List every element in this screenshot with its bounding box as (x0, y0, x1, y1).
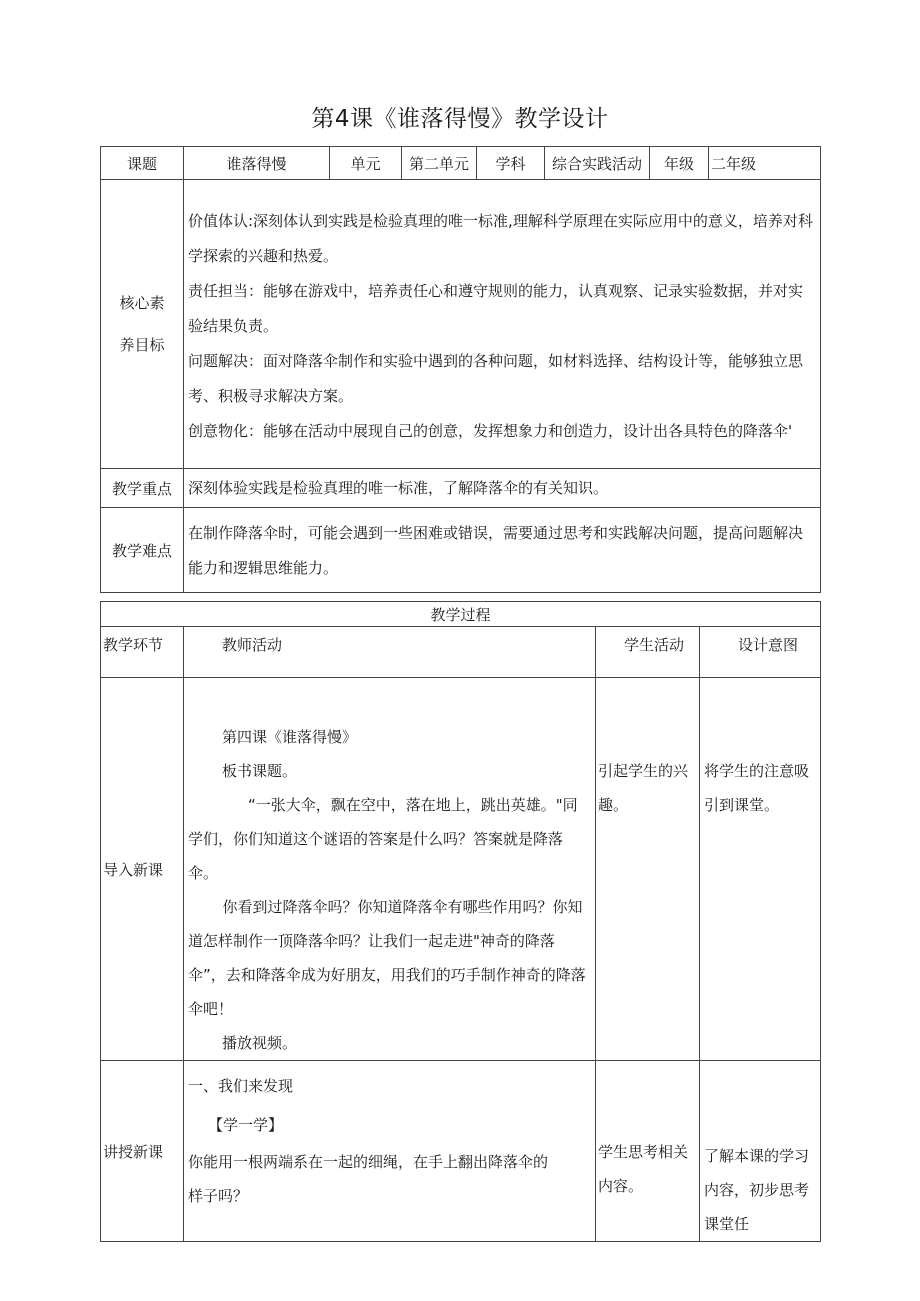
difficulty-label: 教学难点 (101, 508, 184, 593)
header-student-text: 学生活动 (624, 636, 685, 654)
teach-line-1: 一、我们来发现 (188, 1077, 294, 1095)
teach-student (596, 1061, 700, 1242)
grade-value: 二年级 (709, 147, 821, 180)
teach-row (101, 1061, 821, 1242)
header-stage-text: 教学环节 (103, 636, 164, 654)
difficulty-row (101, 508, 821, 593)
teach-teacher (184, 1061, 596, 1242)
core-label-line1: 核心素 (119, 294, 165, 312)
subject-value: 综合实践活动 (545, 147, 650, 180)
core-problem-solving: 问题解决：面对降落伞制作和实验中遇到的各种问题，如材料选择、结构设计等，能够独立思考、积极寻求解决方案。 (188, 352, 804, 405)
topic-label: 课题 (101, 147, 184, 180)
intro-intent (700, 678, 821, 1061)
core-literacy-label (101, 180, 184, 469)
intro-line-5: 播放视频。 (222, 1034, 298, 1052)
intro-line-2: 板书课题。 (222, 762, 298, 780)
core-value-identification: 价值体认:深刻体认到实践是检验真理的唯一标准,理解科学原理在实际应用中的意义，培养对科学探索的兴趣和热爱。 (188, 212, 813, 265)
difficulty-content (184, 508, 821, 593)
intro-intent-text: 将学生的注意吸引到课堂。 (704, 762, 810, 814)
header-intent (700, 627, 821, 678)
intro-teacher (184, 678, 596, 1061)
teach-intent-text: 了解本课的学习内容，初步思考课堂任 (704, 1147, 810, 1233)
core-literacy-content (184, 180, 821, 469)
header-student (596, 627, 700, 678)
intro-student-text: 引起学生的兴趣。 (598, 762, 689, 814)
intro-row (101, 678, 821, 1061)
key-point-text: 深刻体验实践是检验真理的唯一标准，了解降落伞的有关知识。 (184, 469, 821, 508)
teach-intent (700, 1061, 821, 1242)
header-intent-text: 设计意图 (738, 636, 799, 654)
difficulty-text: 在制作降落伞时，可能会遇到一些困难或错误，需要通过思考和实践解决问题，提高问题解决能力和逻辑思维能力。 (188, 524, 804, 577)
key-point-row (101, 469, 821, 508)
header-teacher (184, 627, 596, 678)
grade-label: 年级 (650, 147, 709, 180)
unit-label: 单元 (330, 147, 402, 180)
header-teacher-text: 教师活动 (222, 636, 283, 654)
intro-student (596, 678, 700, 1061)
process-caption-row (101, 602, 821, 627)
topic-value: 谁落得慢 (184, 147, 330, 180)
intro-stage: 导入新课 (101, 678, 184, 1061)
teach-stage: 讲授新课 (101, 1061, 184, 1242)
subject-label: 学科 (477, 147, 545, 180)
core-label-line2: 养目标 (119, 336, 165, 354)
lesson-info-table (100, 146, 821, 593)
core-literacy-row (101, 180, 821, 469)
process-header-row (101, 627, 821, 678)
teaching-process-table (100, 601, 821, 1242)
core-responsibility: 责任担当：能够在游戏中，培养责任心和遵守规则的能力，认真观察、记录实验数据，并对实验结果负责。 (188, 282, 804, 335)
core-creative-making: 创意物化：能够在活动中展现自己的创意，发挥想象力和创造力，设计出各具特色的降落伞' (188, 422, 793, 440)
teach-line-2: 【学一学】 (208, 1116, 284, 1134)
info-row (101, 147, 821, 180)
page-title: 第4课《谁落得慢》教学设计 (311, 106, 609, 132)
unit-value: 第二单元 (402, 147, 477, 180)
intro-line-3: “一张大伞，飘在空中，落在地上，跳出英雄。"同学们，你们知道这个谜语的答案是什么吗？答案就是降落伞。 (188, 796, 578, 882)
header-stage (101, 627, 184, 678)
process-caption: 教学过程 (101, 602, 821, 627)
teach-student-text: 学生思考相关内容。 (598, 1143, 689, 1195)
key-point-label: 教学重点 (101, 469, 184, 508)
intro-line-4: 你看到过降落伞吗？你知道降落伞有哪些作用吗？你知道怎样制作一顶降落伞吗？让我们一起走进"神奇的降落伞”，去和降落伞成为好朋友，用我们的巧手制作神奇的降落伞吧！ (188, 898, 586, 1018)
intro-line-1: 第四课《谁落得慢》 (222, 728, 358, 746)
teach-line-3: 你能用一根两端系在一起的细绳，在手上翻出降落伞的样子吗？ (188, 1153, 549, 1205)
